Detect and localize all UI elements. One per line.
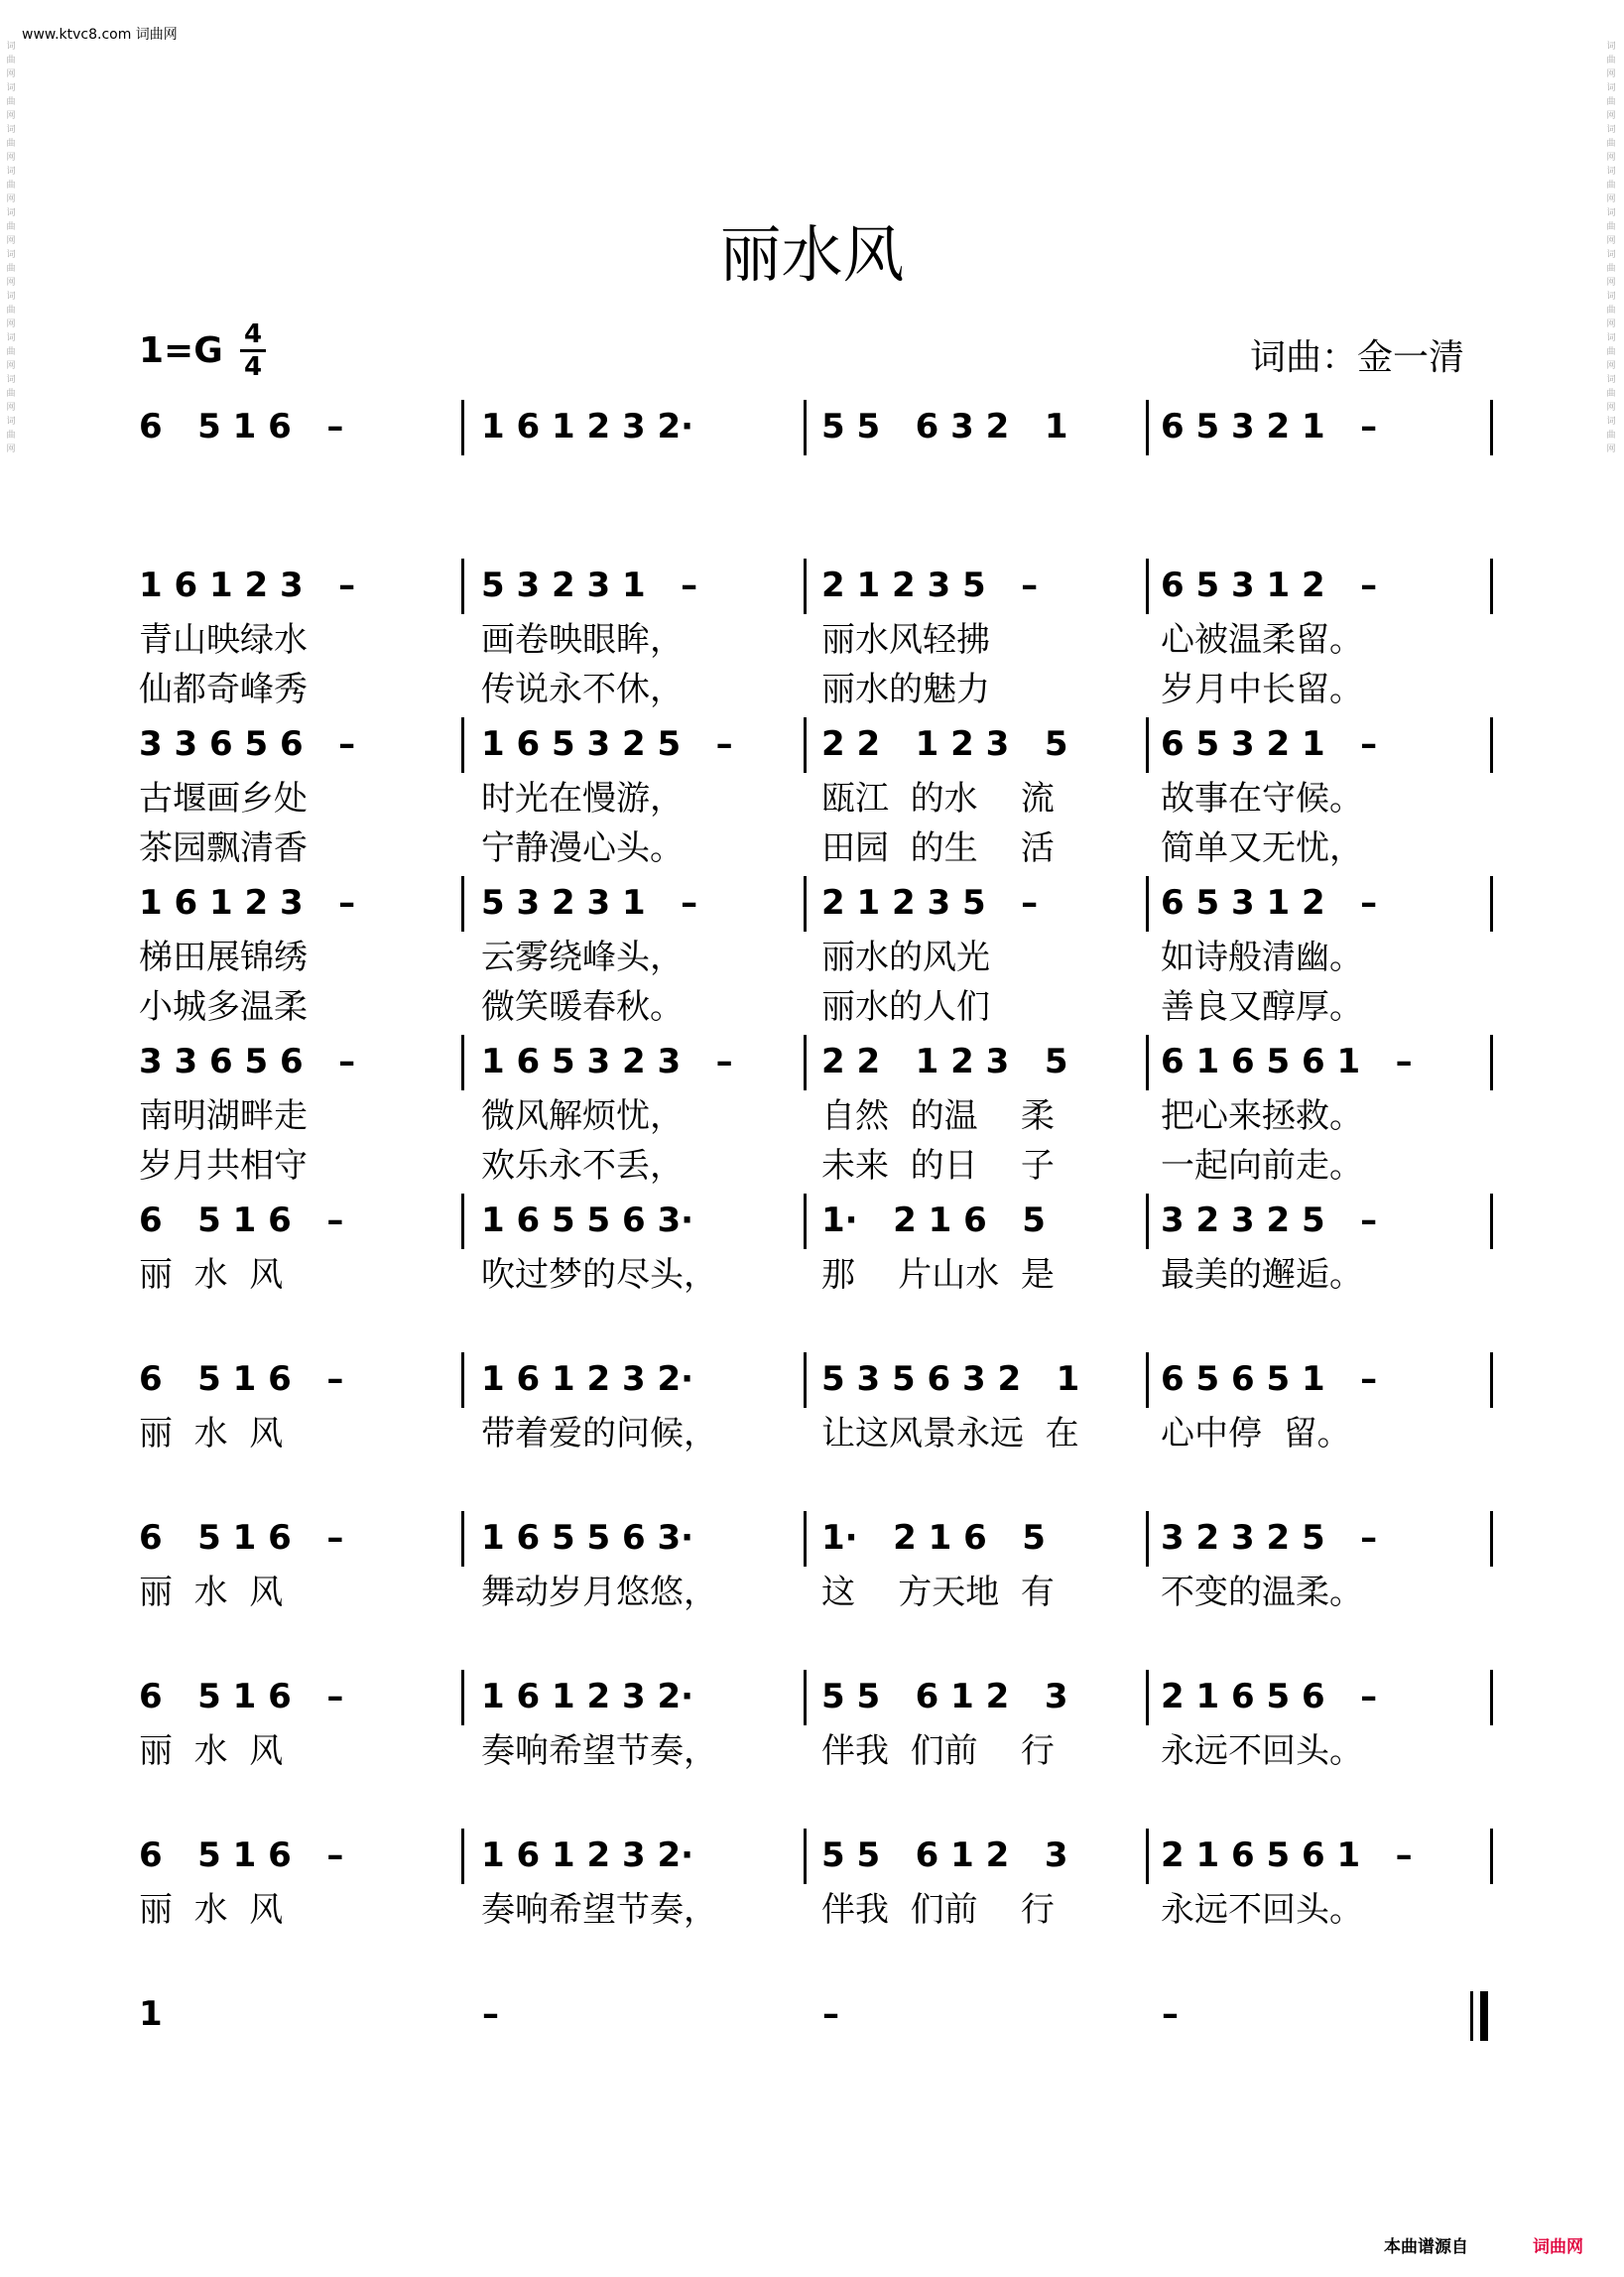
watermark-left: 词曲网 词曲网 词曲网 词曲网 词曲网 词曲网 词曲网 词曲网 词曲网 词曲网 [6,42,16,454]
staff-row [0,1662,1624,1771]
lyric-segment: 梯田展锦绣 [139,938,308,977]
bar-line [1490,559,1493,614]
bar-line [461,876,464,932]
bar-line [1490,400,1493,455]
measure-notes: 5 5 6 1 2 3 [821,1677,1068,1716]
bar-line [461,1035,464,1090]
measure-notes: 2 1 2 3 5 – [821,566,1039,605]
lyric-segment: 丽 水 风 [139,1255,284,1295]
measure-notes: 3 2 3 2 5 – [1161,1201,1378,1240]
staff-row [0,1344,1624,1454]
measure-notes: 2 1 6 5 6 1 – [1161,1835,1413,1875]
lyric-segment: 奏响希望节奏， [481,1731,717,1771]
lyric-segment: 那 片山水 是 [821,1255,1055,1295]
lyric-segment: 丽水的风光 [821,938,990,977]
measure-notes: 2 1 6 5 6 – [1161,1677,1378,1716]
measure-notes: 5 5 6 1 2 3 [821,1835,1068,1875]
bar-line [1146,1511,1149,1567]
bar-line [461,717,464,773]
lyric-segment: 善良又醇厚。 [1161,987,1363,1027]
measure-notes: 5 5 6 3 2 1 [821,407,1068,446]
lyric-segment: 茶园飘清香 [139,828,308,868]
measure-notes: 5 3 5 6 3 2 1 [821,1359,1080,1399]
measure-notes: 2 2 1 2 3 5 [821,1042,1068,1081]
measure-notes: – [1162,1994,1179,2034]
bar-line [1490,1670,1493,1725]
lyric-segment: 奏响希望节奏， [481,1890,717,1930]
bar-line [1146,1194,1149,1249]
measure-notes: 1 6 5 5 6 3· [481,1518,694,1558]
lyric-segment: 带着爱的问候， [481,1414,717,1454]
bar-line [1146,1670,1149,1725]
measure-notes: 6 5 6 5 1 – [1161,1359,1378,1399]
measure-notes: 6 5 1 6 – [139,1677,344,1716]
lyric-segment: 把心来拯救。 [1161,1096,1363,1136]
measure-notes: 1 6 1 2 3 2· [481,1359,694,1399]
lyric-segment: 故事在守候。 [1161,779,1363,819]
bar-line [1490,1352,1493,1408]
measure-notes: 6 5 1 6 – [139,1835,344,1875]
bar-line [804,1352,807,1408]
bar-line [804,717,807,773]
footer-site-logo: 词曲网 [1533,2237,1583,2257]
bar-line [1490,717,1493,773]
staff-row [0,1027,1624,1186]
measure-notes: 6 5 1 6 – [139,1201,344,1240]
measure-notes: 6 1 6 5 6 1 – [1161,1042,1413,1081]
lyric-segment: 心中停 留。 [1161,1414,1351,1454]
watermark-right: 词曲网 词曲网 词曲网 词曲网 词曲网 词曲网 词曲网 词曲网 词曲网 词曲网 [1606,42,1616,454]
lyric-segment: 小城多温柔 [139,987,308,1027]
bar-line [461,559,464,614]
bar-line [804,1670,807,1725]
bar-line [804,876,807,932]
bar-line [1146,1352,1149,1408]
measure-notes: 1 6 5 3 2 3 – [481,1042,733,1081]
staff-row [0,1821,1624,1930]
bar-line [461,1829,464,1884]
measure-notes: 5 3 2 3 1 – [481,566,698,605]
lyric-segment: 如诗般清幽。 [1161,938,1363,977]
composer-credit: 词曲：金一清 [1250,337,1465,378]
measure-notes: 3 3 6 5 6 – [139,724,356,764]
measure-notes: 1 6 1 2 3 2· [481,1835,694,1875]
lyric-segment: 丽水的魅力 [821,670,990,709]
bar-line [804,400,807,455]
bar-line [1146,717,1149,773]
lyric-segment: 画卷映眼眸， [481,620,684,660]
lyric-segment: 让这风景永远 在 [821,1414,1079,1454]
staff-row [0,551,1624,709]
bar-line [461,1670,464,1725]
staff-row [0,392,1624,461]
bar-line [804,1511,807,1567]
bar-line [804,1194,807,1249]
staff-row [0,1186,1624,1295]
lyric-segment: 欢乐永不丢， [481,1146,684,1186]
lyric-segment: 仙都奇峰秀 [139,670,308,709]
bar-line [1146,1035,1149,1090]
measure-notes: 6 5 3 1 2 – [1161,566,1378,605]
bar-line [1146,1829,1149,1884]
measure-notes: 3 3 6 5 6 – [139,1042,356,1081]
measure-notes: 6 5 3 2 1 – [1161,407,1378,446]
bar-line [461,1352,464,1408]
measure-notes: 1· 2 1 6 5 [821,1518,1046,1558]
measure-notes: 5 3 2 3 1 – [481,883,698,923]
bar-line [804,1829,807,1884]
measure-notes: 6 5 1 6 – [139,1518,344,1558]
lyric-segment: 古堰画乡处 [139,779,308,819]
measure-notes: – [482,1994,499,2034]
measure-notes: 1 6 1 2 3 2· [481,1677,694,1716]
staff-row [0,1979,1624,2049]
bar-line [1490,1829,1493,1884]
bar-line [1146,876,1149,932]
lyric-segment: 岁月共相守 [139,1146,308,1186]
measure-notes: 1 6 5 5 6 3· [481,1201,694,1240]
lyric-segment: 微风解烦忧， [481,1096,684,1136]
footer-source-label: 本曲谱源自 [1384,2237,1468,2257]
lyric-segment: 一起向前走。 [1161,1146,1363,1186]
measure-notes: 6 5 3 1 2 – [1161,883,1378,923]
lyric-segment: 丽 水 风 [139,1414,284,1454]
bar-line [461,1511,464,1567]
bar-line [804,1035,807,1090]
lyric-segment: 未来 的日 子 [821,1146,1055,1186]
key-signature: 1=G [139,330,223,371]
measure-notes: 6 5 1 6 – [139,1359,344,1399]
final-barline-thick [1480,1991,1488,2041]
lyric-segment: 宁静漫心头。 [481,828,684,868]
lyric-segment: 青山映绿水 [139,620,308,660]
bar-line [1146,400,1149,455]
measure-notes: 1 [139,1994,163,2034]
measure-notes: – [822,1994,839,2034]
final-barline-thin [1470,1991,1473,2041]
staff-row [0,1503,1624,1612]
lyric-segment: 不变的温柔。 [1161,1573,1363,1612]
site-url: www.ktvc8.com 词曲网 [22,27,178,43]
measure-notes: 1· 2 1 6 5 [821,1201,1046,1240]
measure-notes: 2 2 1 2 3 5 [821,724,1068,764]
lyric-segment: 舞动岁月悠悠， [481,1573,717,1612]
bar-line [1146,559,1149,614]
lyric-segment: 吹过梦的尽头， [481,1255,717,1295]
measure-notes: 1 6 1 2 3 – [139,883,356,923]
bar-line [461,1194,464,1249]
lyric-segment: 丽水的人们 [821,987,990,1027]
lyric-segment: 简单又无忧， [1161,828,1363,868]
lyric-segment: 丽 水 风 [139,1890,284,1930]
lyric-segment: 南明湖畔走 [139,1096,308,1136]
measure-notes: 6 5 1 6 – [139,407,344,446]
time-signature-bottom: 4 [240,349,266,382]
lyric-segment: 永远不回头。 [1161,1731,1363,1771]
lyric-segment: 云雾绕峰头， [481,938,684,977]
time-signature [240,319,266,382]
lyric-segment: 这 方天地 有 [821,1573,1055,1612]
lyric-segment: 永远不回头。 [1161,1890,1363,1930]
bar-line [1490,876,1493,932]
measure-notes: 1 6 1 2 3 2· [481,407,694,446]
measure-notes: 1 6 1 2 3 – [139,566,356,605]
bar-line [1490,1035,1493,1090]
staff-row [0,868,1624,1027]
measure-notes: 3 2 3 2 5 – [1161,1518,1378,1558]
lyric-segment: 伴我 们前 行 [821,1731,1055,1771]
lyric-segment: 岁月中长留。 [1161,670,1363,709]
lyric-segment: 丽 水 风 [139,1573,284,1612]
time-signature-top: 4 [243,319,263,349]
lyric-segment: 自然 的温 柔 [821,1096,1055,1136]
measure-notes: 2 1 2 3 5 – [821,883,1039,923]
lyric-segment: 最美的邂逅。 [1161,1255,1363,1295]
song-title: 丽水风 [719,218,905,291]
lyric-segment: 微笑暖春秋。 [481,987,684,1027]
bar-line [1490,1194,1493,1249]
staff-row [0,709,1624,868]
bar-line [1490,1511,1493,1567]
lyric-segment: 时光在慢游， [481,779,684,819]
lyric-segment: 丽 水 风 [139,1731,284,1771]
lyric-segment: 心被温柔留。 [1161,620,1363,660]
measure-notes: 1 6 5 3 2 5 – [481,724,733,764]
bar-line [804,559,807,614]
lyric-segment: 丽水风轻拂 [821,620,990,660]
lyric-segment: 传说永不休， [481,670,684,709]
measure-notes: 6 5 3 2 1 – [1161,724,1378,764]
lyric-segment: 瓯江 的水 流 [821,779,1055,819]
lyric-segment: 伴我 们前 行 [821,1890,1055,1930]
bar-line [461,400,464,455]
lyric-segment: 田园 的生 活 [821,828,1055,868]
